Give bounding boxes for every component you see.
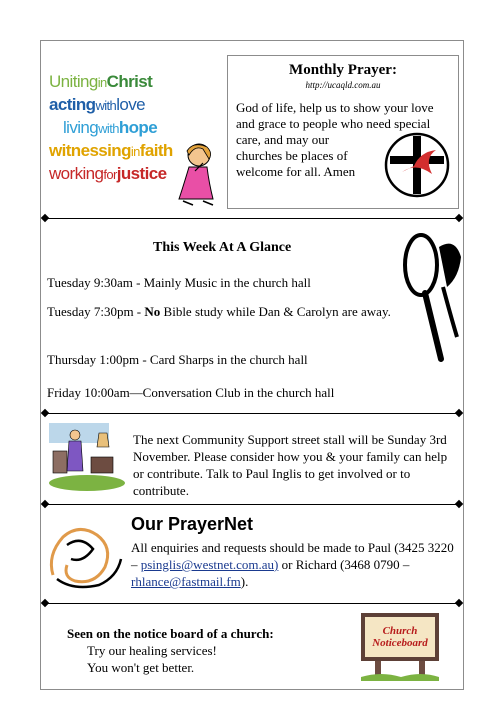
community-support-text: The next Community Support street stall will be Sunday 3rd November. Please consider how you & your family can help or contribute. Talk to Paul Inglis to get involved or to contribute. xyxy=(133,432,448,498)
email-link-paul[interactable]: psinglis@westnet.com.au) xyxy=(140,557,279,572)
uniting-slogan-logo: UnitinginChrist actingwithlove livingwithhope witnessinginfaith workingforjustice xyxy=(49,72,173,183)
street-stall-illustration xyxy=(45,421,127,493)
uniting-church-emblem-icon xyxy=(384,132,450,198)
section-divider xyxy=(45,218,459,219)
prayernet-title: Our PrayerNet xyxy=(131,514,254,534)
prayer-title: Monthly Prayer: xyxy=(289,62,397,78)
notice-board-quote: Seen on the notice board of a church: Try our healing services! You won't get better. xyxy=(67,626,274,675)
noticeboard-sign-label: Church Noticeboard xyxy=(372,625,428,649)
week-item: Thursday 1:00pm - Card Sharps in the church hall xyxy=(47,352,308,367)
week-item: Tuesday 9:30am - Mainly Music in the church hall xyxy=(47,275,311,290)
prayer-url[interactable]: http://ucaqld.com.au xyxy=(305,80,381,90)
week-heading: This Week At A Glance xyxy=(153,240,292,255)
notice-heading: Seen on the notice board of a church: xyxy=(67,626,274,641)
magnifying-glass-illustration xyxy=(399,227,465,367)
email-link-richard[interactable]: rhlance@fastmail.fm xyxy=(131,574,241,589)
church-noticeboard-sign xyxy=(361,611,439,681)
praying-girl-illustration xyxy=(173,139,223,209)
monthly-prayer-box xyxy=(227,55,459,209)
newsletter-page xyxy=(40,40,464,690)
prayernet-text: All enquiries and requests should be made to Paul (3425 3220 – psinglis@westnet.com.au) or Richard (3468 0790 – rhlance@fastmail.fm). xyxy=(131,540,454,589)
week-item: Tuesday 7:30pm - No Bible study while Dan & Carolyn are away. xyxy=(47,304,391,319)
week-item: Friday 10:00am—Conversation Club in the church hall xyxy=(47,385,335,400)
section-divider xyxy=(45,603,459,604)
section-divider xyxy=(45,504,459,505)
section-divider xyxy=(45,413,459,414)
prayer-text: God of life, help us to show your love and grace to people who need special care, and may our churches be places of welcome for all. Amen xyxy=(236,100,434,179)
praying-hands-icon xyxy=(43,515,127,595)
